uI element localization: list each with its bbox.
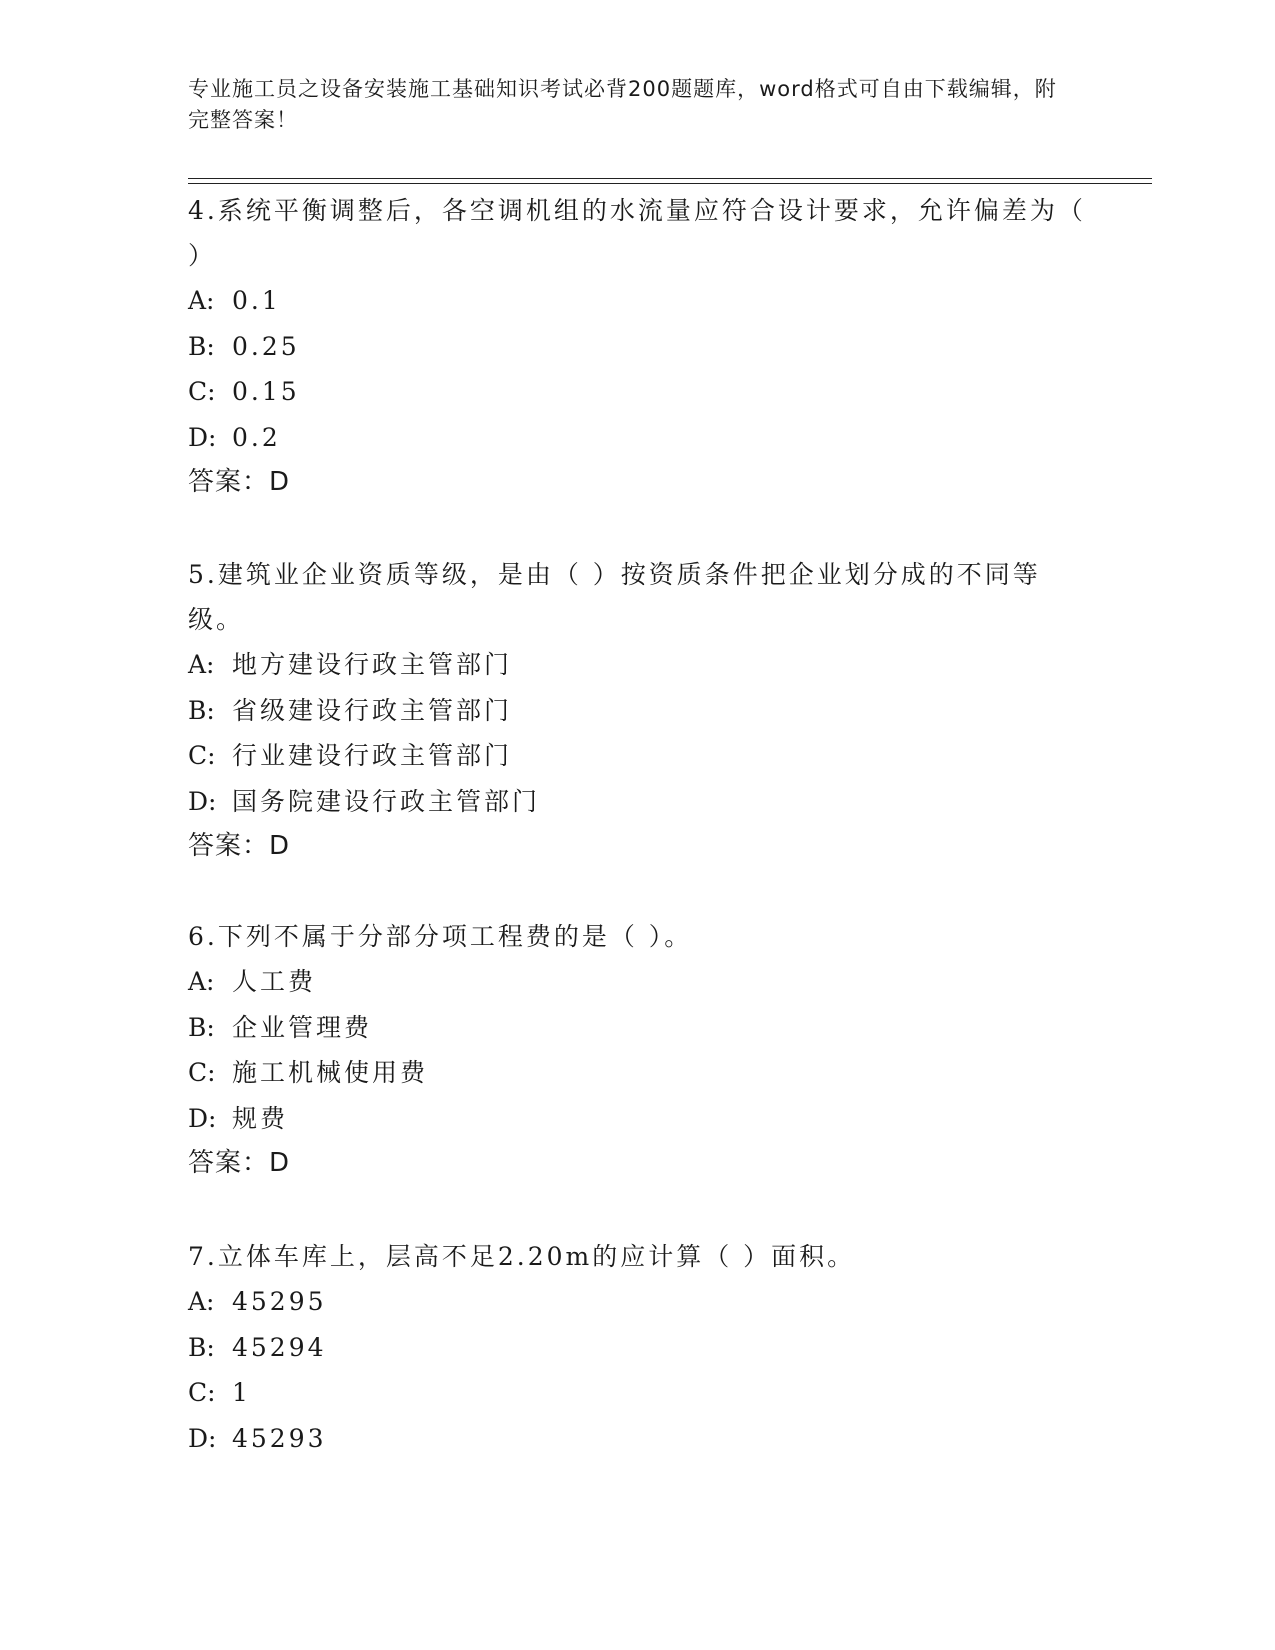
- option-label: C:: [188, 741, 216, 770]
- option-label: A:: [188, 286, 215, 315]
- answer: 答案：D: [188, 1148, 291, 1178]
- option-c: [188, 369, 1088, 415]
- option-label: B:: [188, 1012, 215, 1042]
- question-5: [188, 552, 1088, 869]
- option-label: D:: [188, 422, 217, 452]
- option-label: A:: [188, 1287, 215, 1316]
- option-d: [188, 779, 1088, 825]
- option-label: B:: [188, 331, 215, 361]
- option-value: 地方建设行政主管部门: [232, 650, 513, 679]
- option-a: [188, 959, 1088, 1005]
- option-c: [188, 1370, 1088, 1416]
- option-c: [188, 733, 1088, 779]
- question-text: 7.立体车库上，层高不足2.20m的应计算（ ）面积。: [188, 1242, 856, 1271]
- option-value: 人工费: [232, 967, 317, 996]
- option-d: [188, 1416, 1088, 1462]
- question-text: 5.建筑业企业资质等级，是由（ ）按资质条件把企业划分成的不同等级。: [188, 560, 1041, 634]
- option-label: A:: [188, 967, 215, 996]
- option-label: D:: [188, 1103, 217, 1133]
- header-divider-top: [188, 178, 1152, 179]
- option-value: 0.25: [232, 331, 300, 361]
- option-b: [188, 1005, 1088, 1051]
- option-value: 国务院建设行政主管部门: [232, 786, 541, 816]
- question-text: 4.系统平衡调整后，各空调机组的水流量应符合设计要求，允许偏差为（ ）: [188, 196, 1086, 270]
- option-a: [188, 1279, 1088, 1325]
- header-divider-bottom: [188, 183, 1152, 184]
- option-value: 规费: [232, 1103, 289, 1133]
- option-c: [188, 1050, 1088, 1096]
- header-title: 专业施工员之设备安装施工基础知识考试必背200题题库，word格式可自由下载编辑，附完整答案！: [188, 77, 1057, 132]
- document-header: [188, 74, 1068, 136]
- option-value: 施工机械使用费: [232, 1058, 429, 1087]
- option-label: B:: [188, 1332, 215, 1362]
- option-label: A:: [188, 650, 215, 679]
- option-label: D:: [188, 786, 217, 816]
- option-value: 0.2: [232, 422, 281, 452]
- option-label: B:: [188, 695, 215, 725]
- option-value: 行业建设行政主管部门: [232, 741, 513, 770]
- option-label: D:: [188, 1423, 217, 1453]
- option-a: [188, 642, 1088, 688]
- question-text: 6.下列不属于分部分项工程费的是（ ）。: [188, 922, 693, 951]
- option-b: [188, 324, 1088, 370]
- option-value: 45295: [232, 1287, 327, 1316]
- question-7: [188, 1234, 1088, 1461]
- question-6: [188, 914, 1088, 1186]
- option-value: 0.1: [232, 286, 281, 315]
- option-value: 企业管理费: [232, 1012, 373, 1042]
- option-label: C:: [188, 1058, 216, 1087]
- option-value: 省级建设行政主管部门: [232, 695, 513, 725]
- option-d: [188, 415, 1088, 461]
- question-4: [188, 188, 1088, 505]
- option-value: 0.15: [232, 377, 300, 406]
- answer: 答案：D: [188, 831, 291, 861]
- answer: 答案：D: [188, 467, 291, 497]
- option-b: [188, 1325, 1088, 1371]
- option-d: [188, 1096, 1088, 1142]
- option-value: 45294: [232, 1332, 327, 1362]
- option-b: [188, 688, 1088, 734]
- option-label: C:: [188, 1378, 216, 1407]
- option-value: 45293: [232, 1423, 327, 1453]
- option-label: C:: [188, 377, 216, 406]
- option-a: [188, 278, 1088, 324]
- option-value: 1: [232, 1378, 251, 1407]
